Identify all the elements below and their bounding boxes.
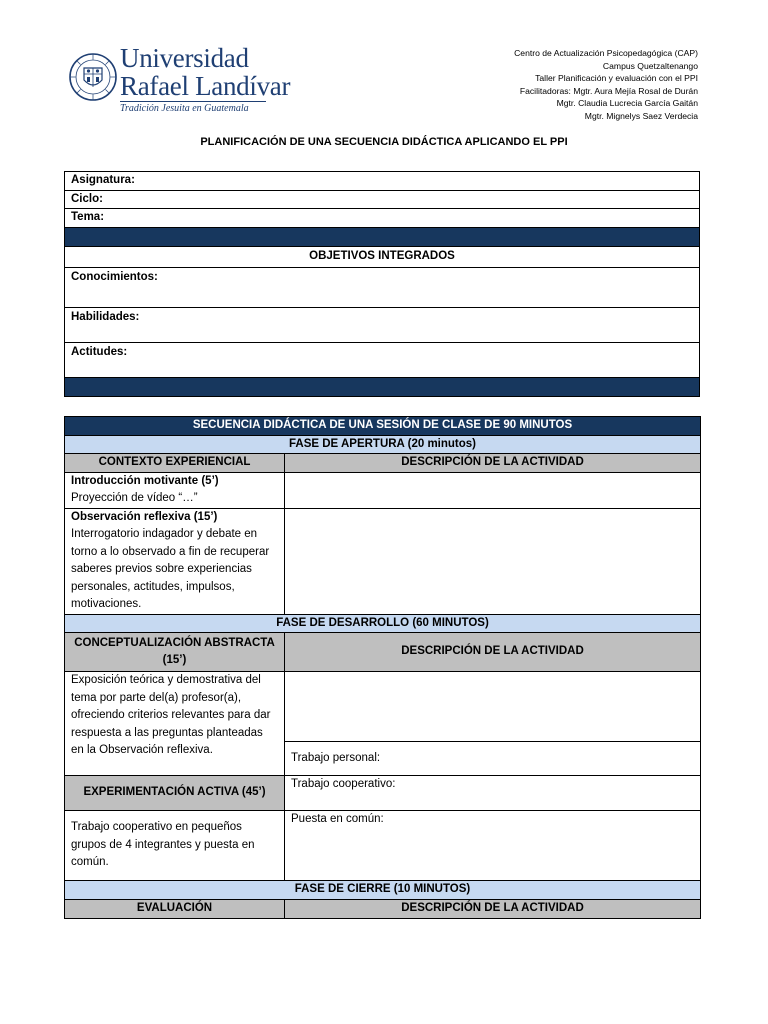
field-asignatura[interactable]: Asignatura:: [65, 172, 700, 191]
sequence-title: SECUENCIA DIDÁCTICA DE UNA SESIÓN DE CLASE DE 90 MINUTOS: [65, 417, 701, 436]
field-actitudes[interactable]: Actitudes:: [65, 342, 700, 377]
header-line: Facilitadoras: Mgtr. Aura Mejía Rosal de Durán: [519, 85, 698, 96]
col-descripcion: DESCRIPCIÓN DE LA ACTIVIDAD: [285, 454, 701, 473]
phase-apertura: FASE DE APERTURA (20 minutos): [65, 435, 701, 454]
phase-cierre: FASE DE CIERRE (10 MINUTOS): [65, 881, 701, 900]
exposicion-cell: Exposición teórica y demostrativa del tema por parte del(a) profesor(a), ofreciendo criterios relevantes para dar respuesta a las preguntas planteadas en la Observación reflexiva.: [65, 672, 285, 776]
phase-desarrollo: FASE DE DESARROLLO (60 MINUTOS): [65, 614, 701, 633]
col-experimentacion: EXPERIMENTACIÓN ACTIVA (45’): [65, 776, 285, 811]
trabajo-personal-field[interactable]: Trabajo personal:: [285, 742, 701, 776]
university-seal-icon: [68, 46, 118, 108]
general-info-table: [64, 171, 700, 397]
col-contexto: CONTEXTO EXPERIENCIAL: [65, 454, 285, 473]
observation-cell: [65, 508, 285, 614]
exposicion-description[interactable]: [285, 672, 701, 742]
navy-band: [65, 377, 700, 396]
intro-text: Proyección de vídeo “…”: [71, 492, 198, 504]
col-descripcion-2: DESCRIPCIÓN DE LA ACTIVIDAD: [285, 633, 701, 672]
trabajo-grupos-cell: Trabajo cooperativo en pequeños grupos de 4 integrantes y puesta en común.: [65, 811, 285, 881]
header-info: [514, 47, 698, 123]
sequence-table: [64, 416, 701, 919]
observation-title: Observación reflexiva (15’): [71, 510, 218, 523]
field-tema[interactable]: Tema:: [65, 209, 700, 228]
logo-line-2: Rafael Landívar: [120, 71, 291, 101]
field-conocimientos[interactable]: Conocimientos:: [65, 267, 700, 307]
header-line: Campus Quetzaltenango: [602, 60, 698, 71]
observation-text: Interrogatorio indagador y debate en torno a lo observado a fin de recuperar saberes previos sobre experiencias personales, actitudes, impulsos, motivaciones.: [71, 528, 270, 610]
intro-title: Introducción motivante (5’): [71, 474, 219, 487]
logo-line-1: Universidad: [120, 43, 249, 73]
header-line: Centro de Actualización Psicopedagógica (CAP): [514, 48, 698, 58]
trabajo-cooperativo-field[interactable]: Trabajo cooperativo:: [285, 776, 701, 811]
header-line: Taller Planificación y evaluación con el PPI: [535, 73, 698, 84]
observation-description[interactable]: [285, 508, 701, 614]
logo-tagline: Tradición Jesuita en Guatemala: [120, 103, 249, 114]
header-line: Mgtr. Claudia Lucrecia García Gaitán: [556, 98, 698, 109]
intro-cell: [65, 472, 285, 508]
col-conceptualizacion: CONCEPTUALIZACIÓN ABSTRACTA (15’): [65, 633, 285, 672]
logo-wordmark: [120, 44, 290, 115]
col-evaluacion: EVALUACIÓN: [65, 900, 285, 919]
puesta-comun-field[interactable]: Puesta en común:: [285, 811, 701, 881]
col-descripcion-3: DESCRIPCIÓN DE LA ACTIVIDAD: [285, 900, 701, 919]
header-line: Mgtr. Mignelys Saez Verdecia: [584, 110, 698, 121]
navy-band: [65, 227, 700, 246]
field-ciclo[interactable]: Ciclo:: [65, 190, 700, 209]
intro-description[interactable]: [285, 472, 701, 508]
field-habilidades[interactable]: Habilidades:: [65, 307, 700, 342]
objetivos-header: OBJETIVOS INTEGRADOS: [65, 246, 700, 267]
logo-divider: [120, 101, 266, 102]
university-logo: [68, 43, 291, 122]
document-title: PLANIFICACIÓN DE UNA SECUENCIA DIDÁCTICA APLICANDO EL PPI: [200, 136, 568, 148]
